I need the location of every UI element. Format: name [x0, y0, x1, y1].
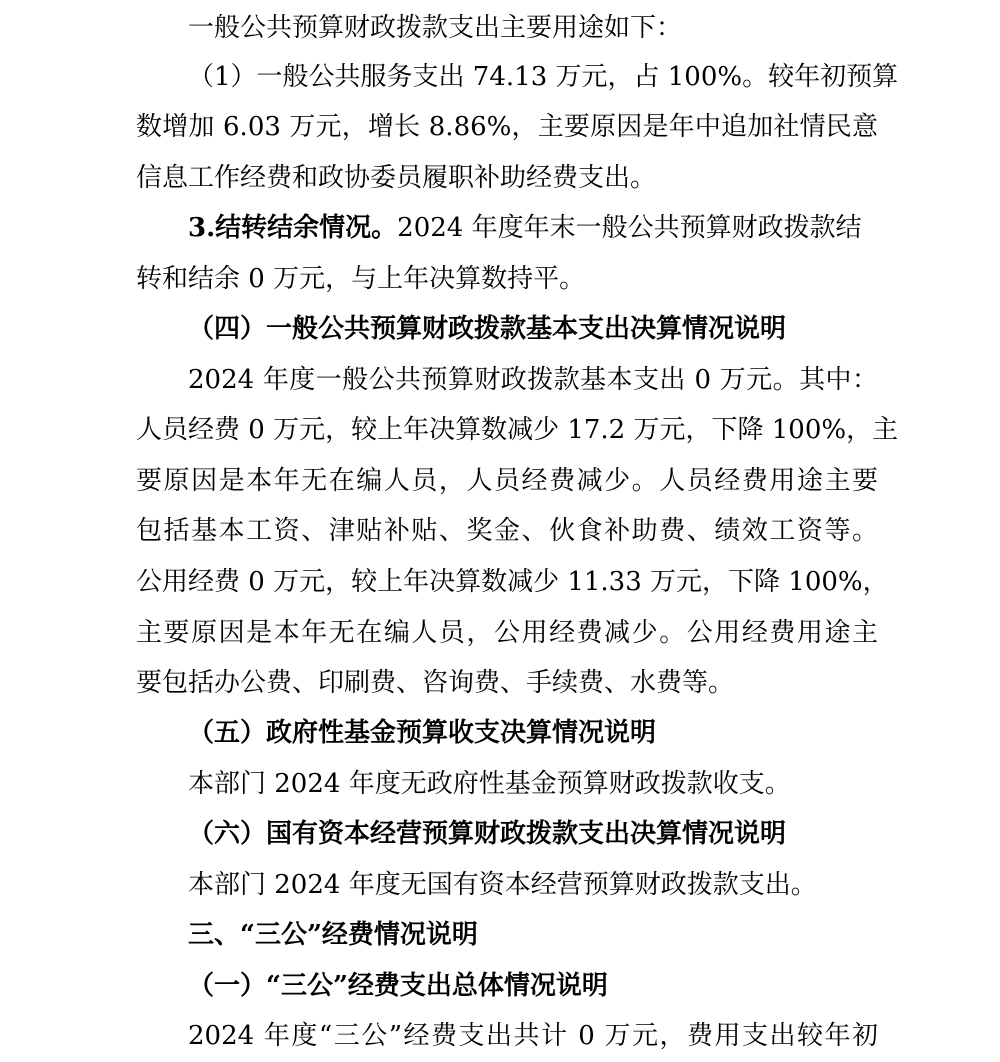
paragraph-line: 2024 年度“三公”经费支出共计 0 万元，费用支出较年初 [188, 1021, 878, 1051]
paragraph-line: 公用经费 0 万元，较上年决算数减少 11.33 万元，下降 100%， [136, 567, 889, 597]
section-heading: 3.结转结余情况。 [188, 213, 398, 243]
section-heading: （六）国有资本经营预算财政拨款支出决算情况说明 [188, 819, 787, 849]
paragraph-line: （1）一般公共服务支出 74.13 万元，占 100%。较年初预算 [188, 62, 899, 92]
paragraph-line: 2024 年度一般公共预算财政拨款基本支出 0 万元。其中： [188, 365, 878, 395]
paragraph-line: 一般公共预算财政拨款支出主要用途如下： [188, 13, 683, 43]
paragraph-line: 本部门 2024 年度无国有资本经营预算财政拨款支出。 [188, 870, 817, 900]
paragraph-line: 主要原因是本年无在编人员，公用经费减少。公用经费用途主 [136, 618, 878, 648]
section-heading: （一）“三公”经费支出总体情况说明 [188, 971, 608, 1001]
section-heading: （四）一般公共预算财政拨款基本支出决算情况说明 [188, 314, 787, 344]
paragraph-line: 转和结余 0 万元，与上年决算数持平。 [136, 264, 586, 294]
paragraph-line: 要原因是本年无在编人员，人员经费减少。人员经费用途主要 [136, 466, 878, 496]
chapter-heading: 三、“三公”经费情况说明 [188, 920, 478, 950]
paragraph-line: 信息工作经费和政协委员履职补助经费支出。 [136, 163, 657, 193]
paragraph-line: 本部门 2024 年度无政府性基金预算财政拨款收支。 [188, 769, 791, 799]
paragraph-text: 2024 年度年末一般公共预算财政拨款结 [397, 213, 862, 243]
paragraph-line: 数增加 6.03 万元，增长 8.86%，主要原因是年中追加社情民意 [136, 112, 878, 142]
paragraph-line: 要包括办公费、印刷费、咨询费、手续费、水费等。 [136, 668, 735, 698]
paragraph-line: 人员经费 0 万元，较上年决算数减少 17.2 万元，下降 100%，主 [136, 415, 899, 445]
paragraph-line: 包括基本工资、津贴补贴、奖金、伙食补助费、绩效工资等。 [136, 516, 878, 546]
section-heading: （五）政府性基金预算收支决算情况说明 [188, 718, 657, 748]
paragraph-line [188, 202, 862, 254]
